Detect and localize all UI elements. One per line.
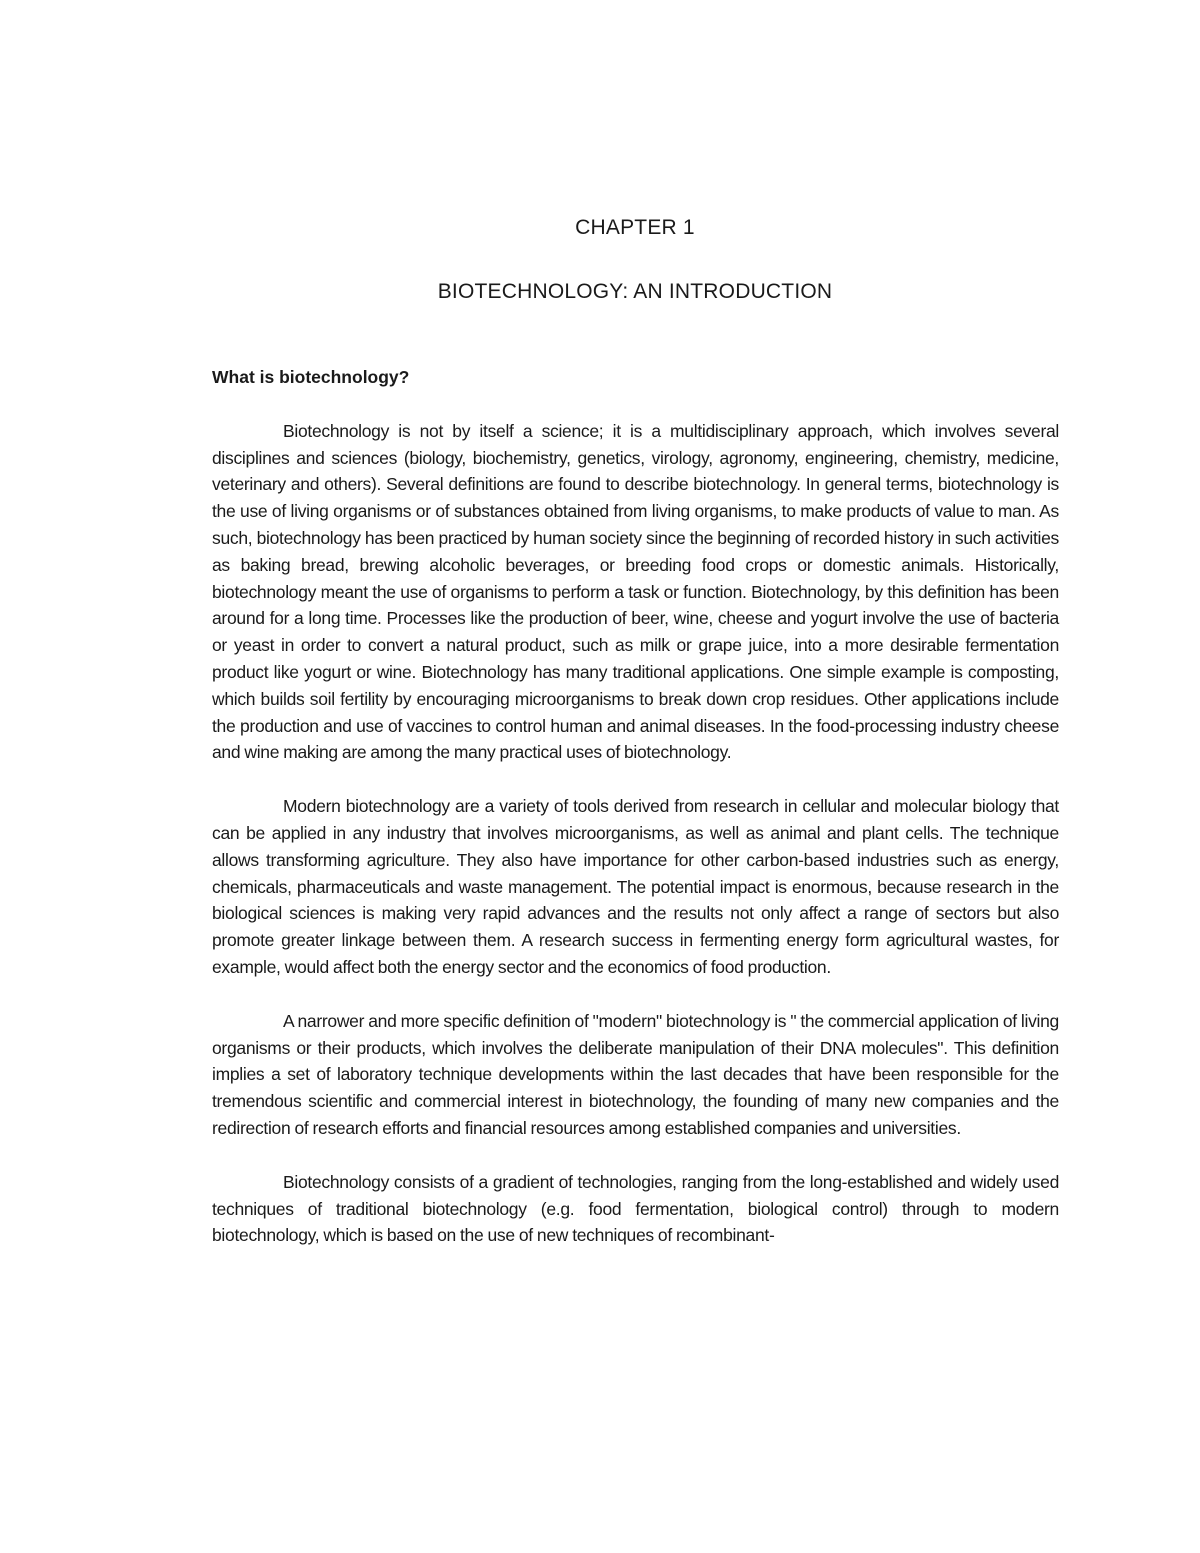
paragraph-4: Biotechnology consists of a gradient of technologies, ranging from the long-established and widely used techniques of traditional biotechnology (e.g. food fermentation, biological control) through to modern biotechnology, which is based on the use of new techniques of recombinant- bbox=[212, 1171, 1059, 1246]
paragraph-1: Biotechnology is not by itself a science; it is a multidisciplinary approach, which involves several disciplines and sciences (biology, biochemistry, genetics, virology, agronomy, engineering, chemistry, medicine, veterinary and others). Several definitions are found to describe biotechnology. In general terms, biotechnology is the use of living organisms or of substances obtained from living organisms, to make products of value to man. As such, biotechnology has been practiced by human society since the beginning of recorded history in such activities as baking bread, brewing alcoholic beverages, or breeding food crops or domestic animals. Historically, biotechnology meant the use of organisms to perform a task or function. Biotechnology, by this definition has been around for a long time. Processes like the production of beer, wine, cheese and yogurt involve the use of bacteria or yeast in order to convert a natural product, such as milk or grape juice, into a more desirable fermentation product like yogurt or wine. Biotechnology has many traditional applications. One simple example is composting, which builds soil fertility by encouraging microorganisms to break down crop residues. Other applications include the production and use of vaccines to control human and animal diseases. In the food-processing industry cheese and wine making are among the many practical uses of biotechnology. bbox=[212, 420, 1059, 763]
paragraph-2: Modern biotechnology are a variety of tools derived from research in cellular and molecular biology that can be applied in any industry that involves microorganisms, as well as animal and plant cells. The technique allows transforming agriculture. They also have importance for other carbon-based industries such as energy, chemicals, pharmaceuticals and waste management. The potential impact is enormous, because research in the biological sciences is making very rapid advances and the results not only affect a range of sectors but also promote greater linkage between them. A research success in fermenting energy form agricultural wastes, for example, would affect both the energy sector and the economics of food production. bbox=[212, 796, 1059, 977]
chapter-label: CHAPTER 1 bbox=[575, 216, 695, 239]
chapter-body bbox=[212, 364, 1059, 1276]
section-heading: What is biotechnology? bbox=[212, 367, 410, 387]
paragraph-3: A narrower and more specific definition of "modern" biotechnology is " the commercial application of living organisms or their products, which involves the deliberate manipulation of their DNA molecules". This definition implies a set of laboratory technique developments within the last decades that have been responsible for the tremendous scientific and commercial interest in biotechnology, the founding of many new companies and the redirection of research efforts and financial resources among established companies and universities. bbox=[212, 1010, 1059, 1138]
chapter-title: BIOTECHNOLOGY: AN INTRODUCTION bbox=[437, 280, 833, 303]
